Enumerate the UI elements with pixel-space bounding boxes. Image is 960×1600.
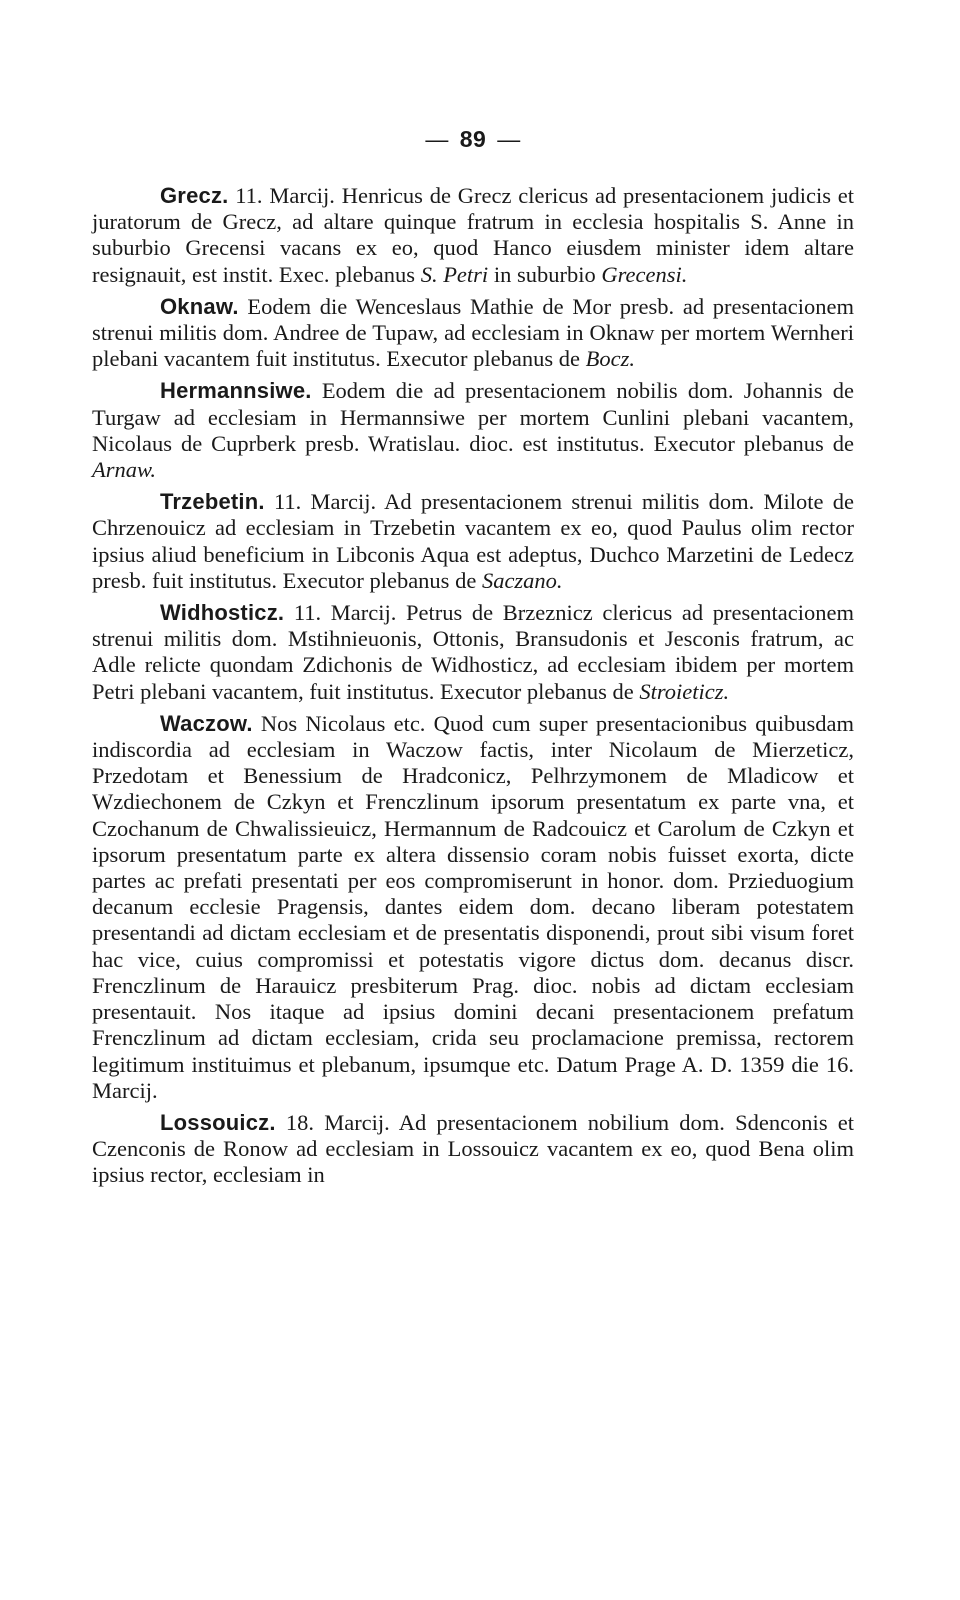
entry-heading: Widhosticz. [160,600,285,626]
entry-heading: Hermannsiwe. [160,378,312,404]
entry-heading: Grecz. [160,183,229,208]
entry-oknaw [92,294,854,373]
page-number-dash-left: — [425,126,449,152]
entry-lossouicz [92,1110,854,1189]
page [92,126,854,1195]
entry-heading: Lossouicz. [160,1109,276,1135]
entry-heading: Oknaw. [160,293,239,319]
entry-italic: Stroieticz. [639,678,730,704]
entry-text: 11. Marcij. Petrus de Brzeznicz clericus ad presentacionem strenui militis dom. Mstihnieuonis, Ottonis, Bransudonis et Jesconis fratrum, ac Adle relicte quondam Zdichonis de Widhosticz, ad ecclesiam ibidem per mortem Petri plebani vacantem, fuit institutus. Executor plebanus de [92,600,854,704]
entry-heading: Trzebetin. [160,489,265,515]
page-number [92,126,854,153]
entry-text: Eodem die ad presentacionem nobilis dom. Johannis de Turgaw ad ecclesiam in Hermannsiwe per mortem Cunlini plebani vacantem, Nicolaus de Cuprberk presb. Wratislau. dioc. est institutus. Executor plebanus de [92,378,854,456]
page-number-value: 89 [459,126,487,152]
entry-text-2: in suburbio [488,261,602,287]
entry-hermannsiwe [92,378,854,483]
entry-italic: Bocz. [585,346,635,372]
entry-text: 11. Marcij. Ad presentacionem strenui militis dom. Milote de Chrzenouicz ad ecclesiam in Trzebetin vacantem ex eo, quod Paulus olim rector ipsius aliud beneficium in Libconis Aqua est adeptus, Duchco Marzetini de Ledecz presb. fuit institutus. Executor plebanus de [92,489,854,593]
entry-italic: Arnaw. [92,457,156,483]
entry-text: 18. Marcij. Ad presentacionem nobilium dom. Sdenconis et Czenconis de Ronow ad ecclesiam in Lossouicz vacantem ex eo, quod Bena olim ipsius rector, ecclesiam in [92,1109,854,1188]
entry-heading: Waczow. [160,710,253,736]
entry-grecz [92,183,854,288]
entry-italic: Saczano. [481,567,563,593]
entry-text: 11. Marcij. Henricus de Grecz clericus ad presentacionem judicis et juratorum de Grecz, ad altare quinque fratrum in ecclesia hospitalis S. Anne in suburbio Grecensi vacans ex eo, quod Hanco eiusdem minister idem altare resignauit, est instit. Exec. plebanus [92,183,854,287]
entry-text: Eodem die Wenceslaus Mathie de Mor presb. ad presentacionem strenui militis dom. Andree de Tupaw, ad ecclesiam in Oknaw per mortem Wernheri plebani vacantem fuit institutus. Executor plebanus de [92,293,854,372]
entry-waczow [92,711,854,1104]
entry-widhosticz [92,600,854,705]
entry-italic-2: Grecensi. [601,261,688,287]
entry-trzebetin [92,489,854,594]
page-number-dash-right: — [497,126,521,152]
entry-text: Nos Nicolaus etc. Quod cum super presentacionibus quibusdam indiscordia ad ecclesiam in Waczow factis, inter Nicolaum de Mierzeticz, Przedotam et Benessium de Hradconicz, Pelhrzymonem de Mladicow et Wzdiechonem de Czkyn et Frenczlinum ipsorum presentatum ex parte vna, et Czochanum de Chwalissieuicz, Hermannum de Radcouicz et Carolum de Czkyn et ipsorum presentatum parte ex altera dissensio coram nobis fuisset exorta, dicte partes ac prefati presentati per eos compromiserunt in honor. dom. Przieduogium decanum ecclesie Pragensis, dantes eidem dom. decano liberam potestatem presentandi ad dictam ecclesiam et de presentatis disponendi, prout sibi visum foret hac vice, cuius compromissi et potestatis vigore dictus dom. decanus discr. Frenczlinum de Harauicz presbiterum Prag. dioc. nobis ad dictam ecclesiam presentauit. Nos itaque ad ipsius domini decani presentacionem prefatum Frenczlinum ad dictam ecclesiam, crida seu proclamacione premissa, rectorem legitimum instituimus et plebanum, ipsumque etc. Datum Prage A. D. 1359 die 16. Marcij. [92,710,854,1103]
entry-italic: S. Petri [420,261,489,287]
